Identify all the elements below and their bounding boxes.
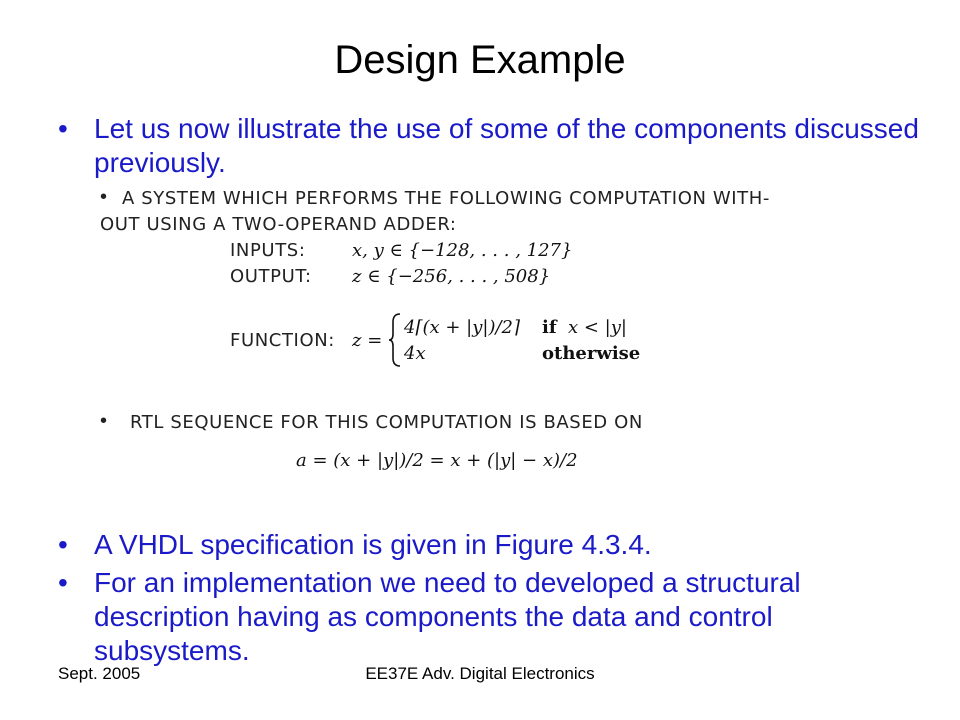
rtl-sequence-statement: RTL SEQUENCE FOR THIS COMPUTATION IS BASED ON <box>130 412 643 433</box>
rtl-equation: a = (x + |y|)/2 = x + (|y| − x)/2 <box>296 450 578 471</box>
footer-course: EE37E Adv. Digital Electronics <box>365 664 595 683</box>
case1-expression: 4⌈(x + |y|)/2⌉ <box>404 317 521 338</box>
inputs-label: INPUTS: <box>230 240 306 261</box>
bullet-vhdl-spec <box>58 528 918 564</box>
function-brace <box>388 312 402 368</box>
function-label: FUNCTION: <box>230 330 335 351</box>
embedded-bullet-marker: • <box>100 186 108 208</box>
output-label: OUTPUT: <box>230 266 312 287</box>
problem-statement-line2: OUT USING A TWO-OPERAND ADDER: <box>100 214 457 235</box>
case2-condition: otherwise <box>542 343 641 364</box>
bullet-marker: • <box>58 529 68 560</box>
case2-expression: 4x <box>404 343 426 364</box>
case1-if-keyword: if <box>542 317 557 338</box>
bullet-marker: • <box>58 113 68 144</box>
footer-date: Sept. 2005 <box>58 664 141 683</box>
bullet-implementation <box>58 566 918 670</box>
embedded-bullet-marker-2: • <box>100 410 108 432</box>
inputs-value: x, y ∈ {−128, . . . , 127} <box>352 240 573 261</box>
problem-statement-line1: A SYSTEM WHICH PERFORMS THE FOLLOWING COMPUTATION WITH- <box>122 188 770 209</box>
case1-condition: x < |y| <box>568 317 627 338</box>
function-lhs: z = <box>352 330 383 351</box>
slide-title: Design Example <box>334 38 626 82</box>
bullet-text: For an implementation we need to developed a structural description having as components the data and control subsystems. <box>94 567 801 666</box>
bullet-marker: • <box>58 567 68 598</box>
output-value: z ∈ {−256, . . . , 508} <box>352 266 551 287</box>
bullet-text: Let us now illustrate the use of some of the components discussed previously. <box>94 113 919 178</box>
bullet-text: A VHDL specification is given in Figure 4.3.4. <box>94 529 652 560</box>
bullet-intro <box>58 112 918 182</box>
